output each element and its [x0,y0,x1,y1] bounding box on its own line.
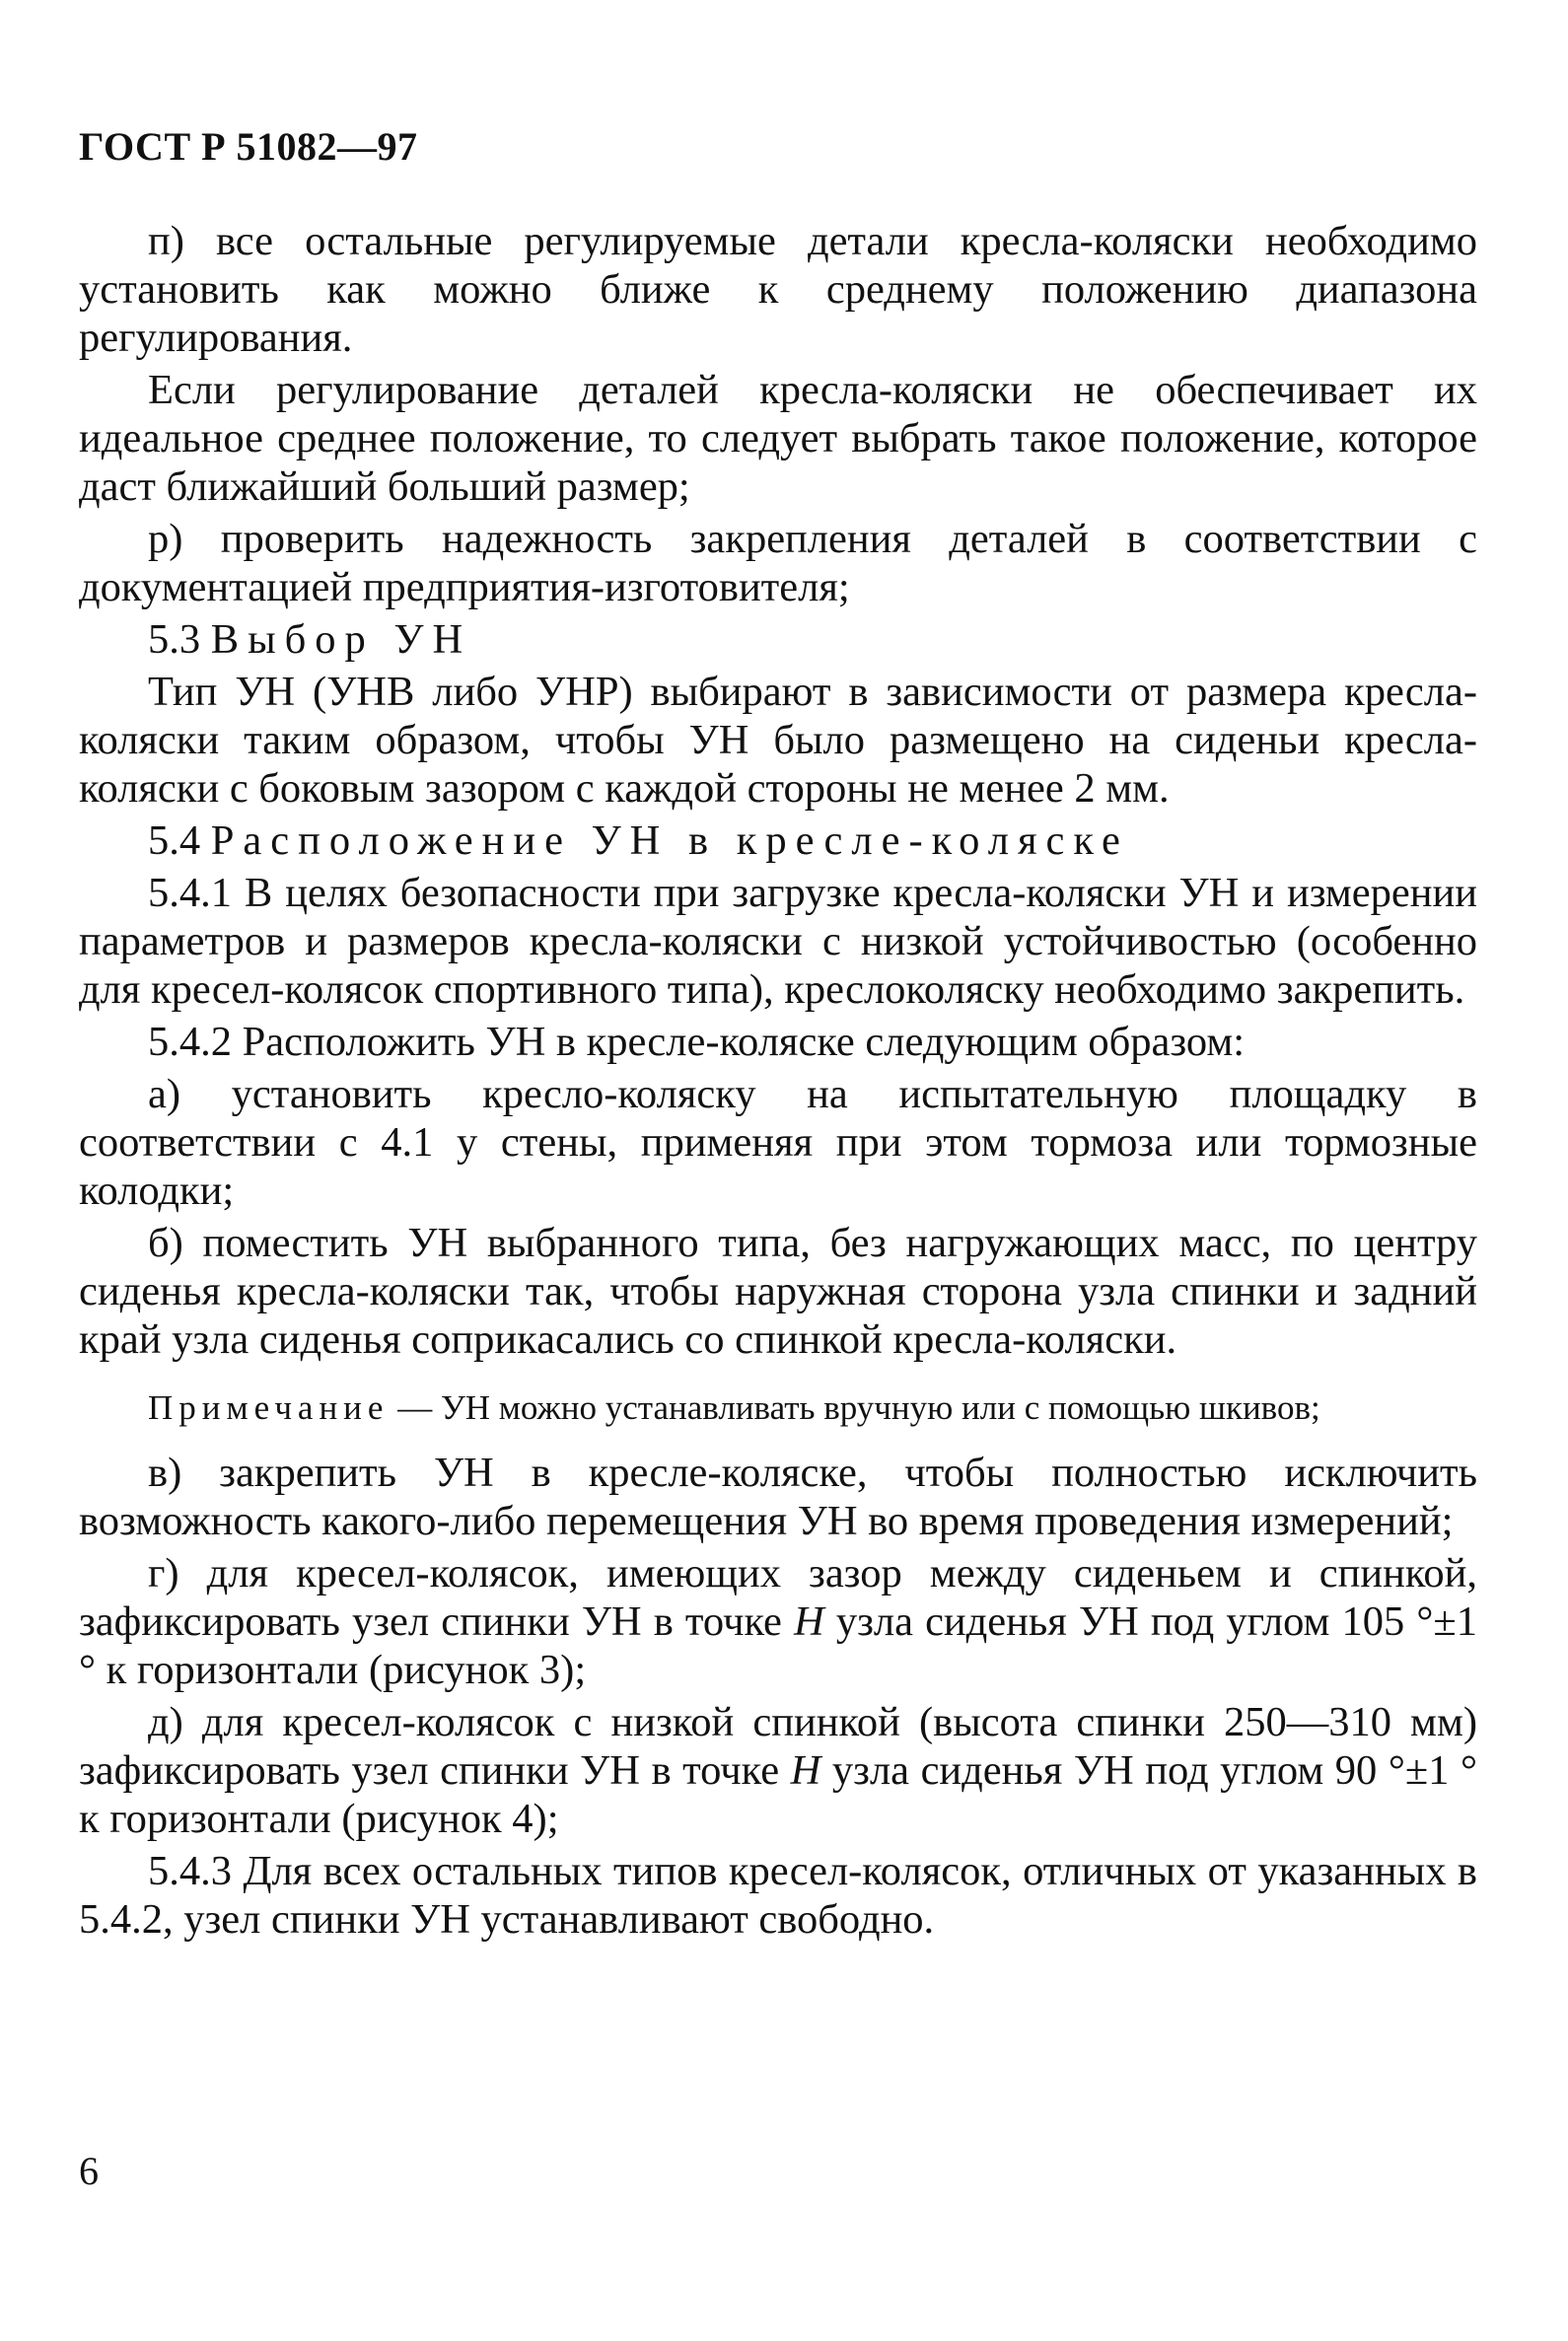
note-text: — УН можно устанавливать вручную или с помощью шкивов; [389,1388,1320,1427]
section-5-3-number: 5.3 [148,616,201,663]
section-5-4-number: 5.4 [148,817,201,864]
section-5-3-title: Выбор УН [210,616,472,663]
section-5-4-1: 5.4.1 В целях безопасности при загрузке кресла-коляски УН и измерении параметров и размеров кресла-коляски с низкой устойчивостью (особенно для кресел-колясок спортивного типа), креслоколяску необходимо закрепить. [79,870,1477,1013]
item-g-text-start: г) для кресел-колясок, имеющих зазор между сиденьем и спинкой, зафиксировать узел спинки УН в точке [79,1550,1477,1645]
paragraph-item-r: р) проверить надежность закрепления деталей в соответствии с документацией предприятия-изготовителя; [79,516,1477,610]
item-g-point-h: Н [794,1598,824,1645]
paragraph-item-a: а) установить кресло-коляску на испытательную площадку в соответствии с 4.1 у стены, применяя при этом тормоза или тормозные колодки; [79,1071,1477,1214]
note-label: Примечание [148,1388,390,1427]
item-g-text-end: узла сиденья УН под углом 105 °±1 ° к горизонтали (рисунок 3); [79,1598,1477,1693]
section-5-3-text: Тип УН (УНВ либо УНР) выбирают в зависимости от размера кресла-коляски таким образом, чтобы УН было размещено на сиденьи кресла-коляски с боковым зазором с каждой стороны не менее 2 мм. [79,669,1477,812]
section-5-3-heading [79,615,1477,664]
page-number: 6 [79,2149,99,2193]
item-d-point-h: Н [790,1747,821,1794]
section-5-4-2: 5.4.2 Расположить УН в кресле-коляске следующим образом: [148,1019,1246,1065]
note [79,1385,1477,1431]
item-d-text-end: узла сиденья УН под углом 90 °±1 ° к горизонтали (рисунок 4); [79,1747,1477,1842]
body-text [79,217,1477,1944]
section-5-4-heading [79,816,1477,865]
section-5-4-title: Расположение УН в кресле-коляске [210,817,1129,864]
item-d-text-start: д) для кресел-колясок с низкой спинкой (высота спинки 250—310 мм) зафиксировать узел спинки УН в точке [79,1699,1477,1794]
paragraph-item-g [79,1549,1477,1694]
paragraph-item-b: б) поместить УН выбранного типа, без нагружающих масс, по центру сиденья кресла-коляски так, чтобы наружная сторона узла спинки и задний край узла сиденья соприкасались со спинкой кресла-коляски. [79,1220,1477,1363]
paragraph-item-p: п) все остальные регулируемые детали кресла-коляски необходимо установить как можно ближе к среднему положению диапазона регулирования. [79,218,1477,361]
paragraph-adjustment: Если регулирование деталей кресла-коляски не обеспечивает их идеальное среднее положение, то следует выбрать такое положение, которое даст ближайший больший размер; [79,367,1477,510]
paragraph-item-d [79,1698,1477,1843]
page-header-doc-id: ГОСТ Р 51082—97 [79,124,418,169]
paragraph-item-v: в) закрепить УН в кресле-коляске, чтобы полностью исключить возможность какого-либо перемещения УН во время проведения измерений; [79,1450,1477,1544]
section-5-4-3: 5.4.3 Для всех остальных типов кресел-колясок, отличных от указанных в 5.4.2, узел спинки УН устанавливают свободно. [79,1848,1477,1943]
